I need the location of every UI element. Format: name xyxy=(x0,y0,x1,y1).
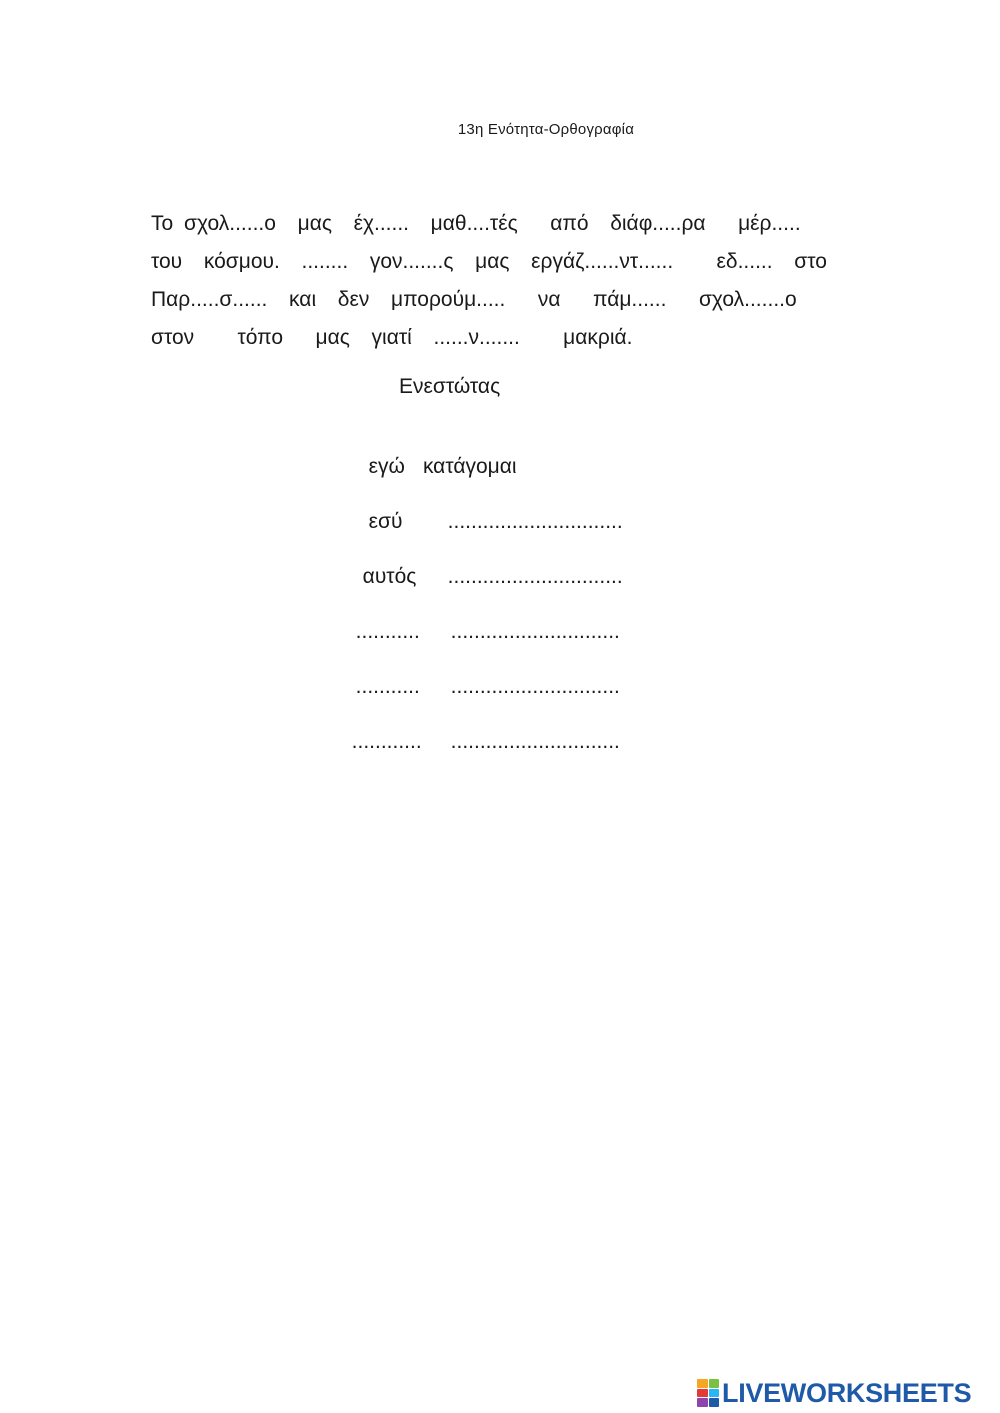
conjugation-blank[interactable]: .............................. xyxy=(447,565,623,588)
conjugation-blank[interactable]: .............................. xyxy=(447,510,623,533)
conjugation-row xyxy=(357,486,623,534)
logo-mark-icon xyxy=(697,1379,719,1407)
conjugation-blank[interactable]: ............................. xyxy=(450,675,620,698)
liveworksheets-logo xyxy=(697,1379,971,1407)
passage-line-2: του κόσμου. ........ γον.......ς μας εργάζ......ντ...... εδ...... στο xyxy=(151,250,827,273)
logo-tile xyxy=(697,1398,708,1407)
conjugation-row xyxy=(357,431,517,479)
conjugation-row xyxy=(344,596,620,644)
conjugation-blank[interactable]: ............................. xyxy=(450,730,620,753)
passage-line-3: Παρ.....σ...... και δεν μπορούμ..... να πάμ...... σχολ.......ο xyxy=(151,288,797,311)
conjugation-pronoun-blank[interactable]: ........... xyxy=(355,675,420,698)
conjugation-pronoun: εσύ xyxy=(368,510,403,533)
conjugation-pronoun: εγώ xyxy=(368,455,405,478)
logo-text: LIVEWORKSHEETS xyxy=(722,1377,972,1408)
logo-tile xyxy=(697,1389,708,1398)
conjugation-verb: κατάγομαι xyxy=(422,455,517,478)
conjugation-pronoun-blank[interactable]: ........... xyxy=(355,620,420,643)
logo-tile xyxy=(709,1398,720,1407)
passage-line-4: στον τόπο μας γιατί ......ν....... μακριά. xyxy=(151,326,633,349)
conjugation-row xyxy=(344,651,620,699)
fill-in-passage xyxy=(151,205,851,357)
passage-line-1: Το σχολ......ο μας έχ...... μαθ....τές από διάφ.....ρα μέρ..... xyxy=(151,212,801,235)
conjugation-row xyxy=(340,706,620,754)
conjugation-row xyxy=(351,541,623,589)
conjugation-blank[interactable]: ............................. xyxy=(450,620,620,643)
conjugation-pronoun-blank[interactable]: ............ xyxy=(351,730,422,753)
conjugation-pronoun: αυτός xyxy=(362,565,417,588)
conjugation-heading: Ενεστώτας xyxy=(399,375,501,398)
logo-tile xyxy=(709,1389,720,1398)
logo-tile xyxy=(709,1379,720,1388)
page-title: 13η Ενότητα-Ορθογραφία xyxy=(457,121,635,138)
logo-tile xyxy=(697,1379,708,1388)
